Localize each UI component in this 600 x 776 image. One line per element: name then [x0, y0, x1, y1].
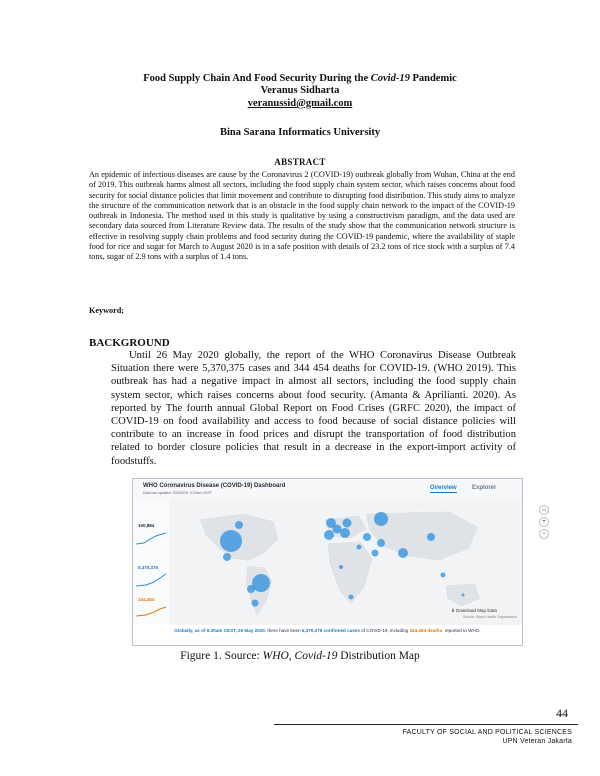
dashboard-footer-text: Globally, as of 9:20am CEST, 26 May 2020, there have been 5,370,375 confirmed cases of COVID-19, including 344,454 deaths, reported to WHO.: [133, 625, 522, 645]
bubble-indonesia: [441, 573, 446, 578]
bubble-southafrica: [349, 595, 354, 600]
figure-caption: Figure 1. Source: WHO, Covid-19 Distribution Map: [180, 650, 420, 662]
bubble-france: [333, 525, 342, 534]
download-map-data[interactable]: ⬇ Download Map Data: [451, 608, 497, 613]
bubble-russia: [374, 512, 388, 526]
author-name: Veranus Sidharta: [260, 85, 340, 96]
bubble-germany: [343, 519, 352, 528]
zoom-in-control[interactable]: +: [539, 517, 549, 527]
bubble-australia: [462, 594, 465, 597]
tab-overview[interactable]: Overview: [430, 485, 457, 491]
paper-title: Food Supply Chain And Food Security During the Covid-19 Pandemic: [143, 73, 457, 84]
download-source: Source: World Health Organization: [463, 615, 518, 619]
footer-faculty: FACULTY OF SOCIAL AND POLITICAL SCIENCES: [402, 729, 572, 736]
abstract-heading: ABSTRACT: [274, 157, 326, 167]
side-value-total-cases: 5,370,375: [138, 565, 159, 570]
background-text: Until 26 May 2020 globally, the report of the WHO Coronavirus Disease Outbreak Situation there were 5,370,375 cases and 344 454 deaths for COVID-19. (WHO 2019). This outbreak has had a negative impact in almost all sectors, including the food supply chain system sector, which raises concerns about food security. (Amanta & Aprilianti. 2020). As reported by The fourth annual Global Report on Food Crises (GRFC 2020), the impact of COVID-19 on food availability and access to food because of social distance policies will contribute to an increase in food prices and disrupt the transportation of food distribution related to border closure policies that result in a decrease in the export-import activity of foodstuffs.: [111, 350, 516, 467]
dashboard-side-panel: [133, 499, 170, 625]
footer-university: UPN Veteran Jakarta: [502, 738, 572, 745]
bubble-italy: [340, 528, 350, 538]
abstract-text: An epidemic of infectious diseases are cause by the Coronavirus 2 (COVID-19) outbreak globally from Wuhan, China at the end of 2019. This outbreak harms almost all sectors, including the food supply chain system sector, which raises concerns about food security for social distance policies that limit movement and contribute to disrupting food distribution. This study aims to analyze the structure of the communication network that is an obstacle in the food supply chain network to the impact of the COVID-19 outbreak in Indonesia. The method used in this study is qualitative by using a constructivism paradigm, and the data used are secondary data sourced from Literature Review data. The results of the study show that the communication network structure is effective in resolving supply chain problems and food security during the COVID-19 pandemic, where the availability of staple food for rice and sugar for March to August 2020 is in a safe position with details of 23.2 tons of rice stock with a surplus of 7.4 tons, sugar of 2.9 tons with a surplus of 1.4 tons.: [89, 170, 515, 262]
bubble-chile: [252, 600, 259, 607]
side-value-new-cases: 100,884: [138, 523, 155, 528]
bubble-canada: [235, 521, 243, 529]
bubble-iran: [377, 539, 385, 547]
bubble-usa: [220, 530, 242, 552]
bubble-mexico: [223, 553, 231, 561]
world-map[interactable]: [169, 499, 546, 625]
zoom-out-control[interactable]: −: [539, 529, 549, 539]
bubble-peru: [247, 585, 255, 593]
footer-rule: [274, 724, 578, 725]
zoom-home-control[interactable]: ⌂: [539, 505, 549, 515]
background-heading: BACKGROUND: [89, 337, 170, 349]
side-sparkline-deaths: [136, 605, 166, 617]
title-italic: Covid-19: [370, 73, 410, 84]
side-sparkline-total: [136, 573, 166, 587]
bubble-nigeria: [339, 565, 343, 569]
keyword-label: Keyword;: [89, 306, 125, 315]
world-map-svg: [169, 499, 522, 625]
bubble-egypt: [357, 545, 362, 550]
bubble-turkey: [363, 533, 371, 541]
bubble-saudi: [372, 550, 379, 557]
side-value-deaths: 344,454: [138, 597, 155, 602]
dashboard-subtitle: Data last updated: 2020/5/26, 9:20am CEST: [143, 491, 212, 495]
bubble-india: [398, 548, 408, 558]
dashboard-title: WHO Coronavirus Disease (COVID-19) Dashboard: [143, 483, 286, 489]
author-email[interactable]: veranussid@gmail.com: [247, 98, 353, 109]
affiliation: Bina Sarana Informatics University: [219, 127, 381, 138]
tab-explorer[interactable]: Explorer: [472, 485, 497, 491]
page-number: 44: [556, 706, 568, 720]
bubble-china: [427, 533, 435, 541]
download-icon: ⬇: [451, 608, 455, 613]
dashboard-header: [133, 479, 522, 499]
caption-italic: WHO, Covid-19: [262, 650, 338, 662]
who-dashboard-figure: [132, 478, 546, 646]
bubble-spain: [324, 530, 334, 540]
side-sparkline-cases: [136, 531, 166, 545]
